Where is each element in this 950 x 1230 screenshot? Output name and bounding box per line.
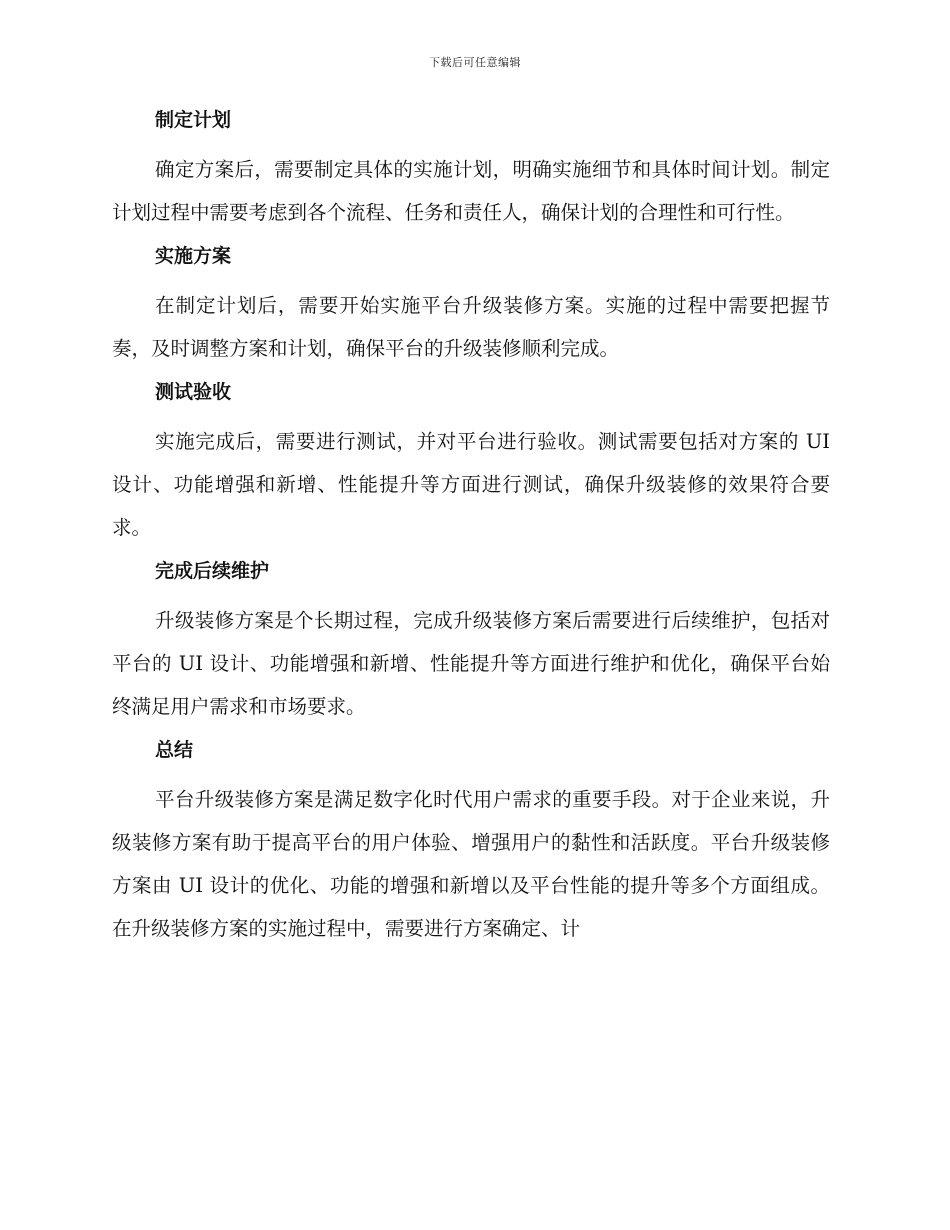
page-header: 下载后可任意编辑: [429, 56, 521, 69]
section-heading: 完成后续维护: [155, 560, 270, 582]
section-plan: [112, 108, 830, 234]
section-paragraph: 升级装修方案是个长期过程，完成升级装修方案后需要进行后续维护，包括对平台的 UI 设计、功能增强和新增、性能提升等方面进行维护和优化，确保平台始终满足用户需求和市场要求。: [112, 609, 830, 718]
section-paragraph: 实施完成后，需要进行测试，并对平台进行验收。测试需要包括对方案的 UI 设计、功能增强和新增、性能提升等方面进行测试，确保升级装修的效果符合要求。: [112, 430, 830, 539]
document-body: [112, 108, 830, 960]
section-maintenance: [112, 559, 830, 728]
section-paragraph: 在制定计划后，需要开始实施平台升级装修方案。实施的过程中需要把握节奏，及时调整方案和计划，确保平台的升级装修顺利完成。: [112, 294, 830, 360]
section-paragraph: 确定方案后，需要制定具体的实施计划，明确实施细节和具体时间计划。制定计划过程中需要考虑到各个流程、任务和责任人，确保计划的合理性和可行性。: [112, 158, 830, 224]
section-summary: [112, 738, 830, 950]
section-heading: 总结: [155, 739, 194, 761]
section-paragraph: 平台升级装修方案是满足数字化时代用户需求的重要手段。对于企业来说，升级装修方案有助于提高平台的用户体验、增强用户的黏性和活跃度。平台升级装修方案由 UI 设计的优化、功能的增强和新增以及平台性能的提升等多个方面组成。在升级装修方案的实施过程中，需要进行方案确定、计: [112, 788, 830, 940]
section-heading: 实施方案: [155, 245, 232, 267]
section-heading: 测试验收: [155, 381, 232, 403]
section-heading: 制定计划: [155, 109, 232, 131]
section-implement: [112, 244, 830, 370]
section-testing: [112, 380, 830, 549]
